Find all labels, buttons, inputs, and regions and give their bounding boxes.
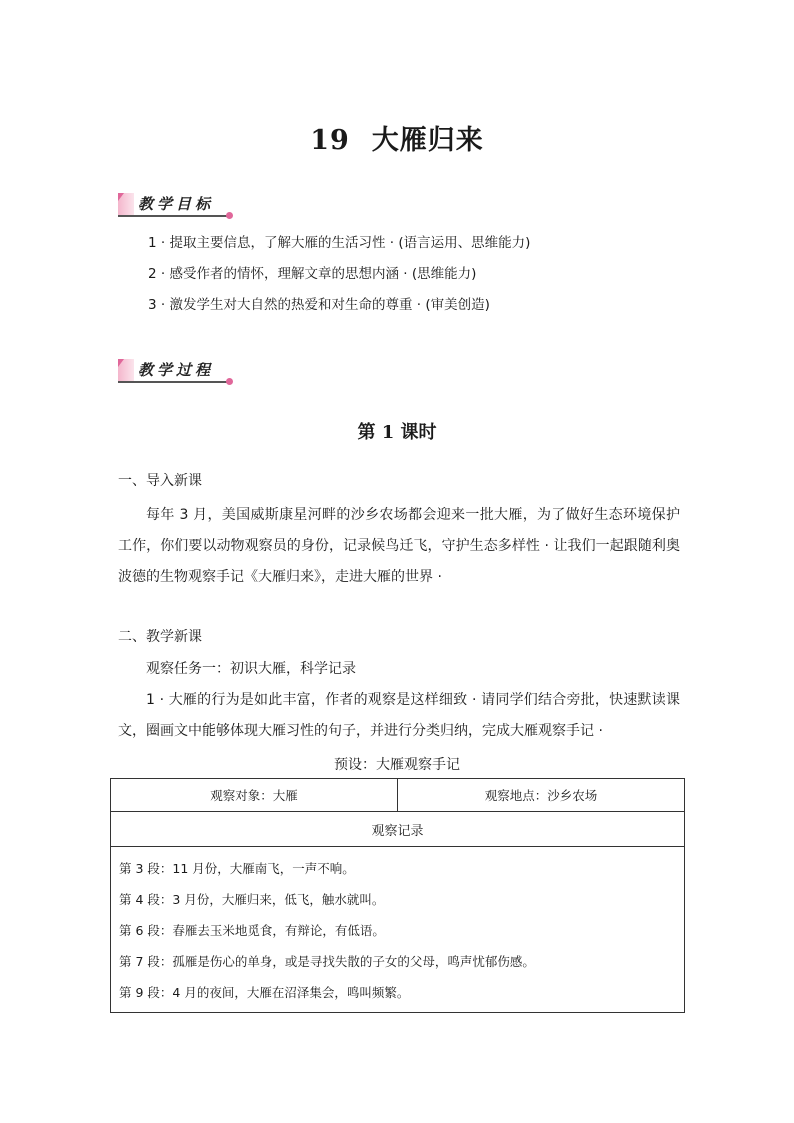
task-heading: 观察任务一：初识大雁，科学记录 [146, 661, 356, 677]
record-item: 第 3 段：11 月份，大雁南飞，一声不响。 [119, 861, 355, 876]
part1-paragraph: 每年 3 月，美国威斯康星河畔的沙乡农场都会迎来一批大雁，为了做好生态环境保护工作，你们要以动物观察员的身份，记录候鸟迁飞，守护生态多样性 · 让我们一起跟随利奥波德的生物观察手记《大雁归来》，走进大雁的世界 · [118, 507, 680, 585]
section-marker-icon [118, 193, 134, 215]
section-dot-icon [226, 378, 233, 385]
goal-item: 2 · 感受作者的情怀，理解文章的思想内涵 · (思维能力) [148, 266, 477, 282]
observation-table [110, 778, 685, 1013]
section-header-process [118, 359, 248, 385]
table-row [111, 812, 685, 847]
table-row [111, 779, 685, 812]
table-row [111, 847, 685, 1013]
part1-heading: 一、导入新课 [118, 473, 202, 489]
section-label: 教学目标 [138, 195, 215, 213]
section-header-goals [118, 193, 248, 219]
lesson-heading: 第 1 课时 [357, 422, 437, 443]
goal-item: 1 · 提取主要信息，了解大雁的生活习性 · (语言运用、思维能力) [148, 235, 531, 251]
observation-place: 观察地点：沙乡农场 [398, 779, 685, 812]
record-item: 第 6 段：春雁去玉米地觅食，有辩论，有低语。 [119, 923, 385, 938]
table-caption: 预设：大雁观察手记 [334, 757, 460, 773]
record-item: 第 4 段：3 月份，大雁归来，低飞，触水就叫。 [119, 892, 385, 907]
record-item: 第 7 段：孤雁是伤心的单身，或是寻找失散的子女的父母，鸣声忧郁伤感。 [119, 954, 535, 969]
lesson-name: 大雁归来 [371, 125, 484, 156]
lesson-number: 19 [310, 125, 350, 156]
section-underline [118, 381, 230, 383]
record-title: 观察记录 [111, 812, 685, 847]
part2-heading: 二、教学新课 [118, 629, 202, 645]
section-label: 教学过程 [138, 361, 215, 379]
section-marker-icon [118, 359, 134, 381]
record-item: 第 9 段：4 月的夜间，大雁在沼泽集会，鸣叫频繁。 [119, 985, 410, 1000]
record-body [111, 847, 685, 1013]
goal-item: 3 · 激发学生对大自然的热爱和对生命的尊重 · (审美创造) [148, 297, 490, 313]
section-underline [118, 215, 230, 217]
section-dot-icon [226, 212, 233, 219]
page-title [0, 118, 794, 157]
observation-object: 观察对象：大雁 [111, 779, 398, 812]
part2-paragraph: 1 · 大雁的行为是如此丰富，作者的观察是这样细致 · 请同学们结合旁批，快速默读课文，圈画文中能够体现大雁习性的句子，并进行分类归纳，完成大雁观察手记 · [118, 692, 680, 739]
